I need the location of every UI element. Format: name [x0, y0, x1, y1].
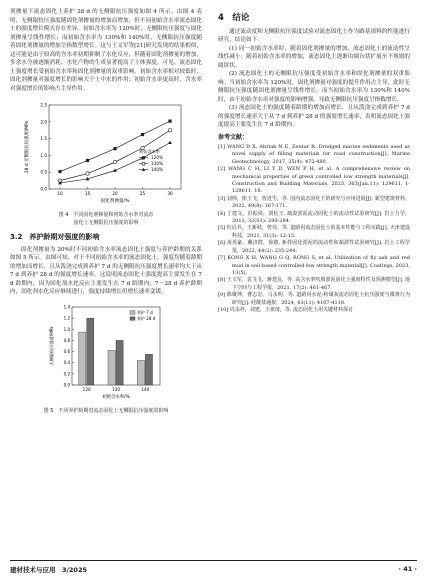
bar [108, 350, 115, 385]
data-point [113, 147, 116, 150]
y-tick-label: 1.4 [63, 304, 70, 309]
x-tick-label: 120 [82, 386, 91, 392]
data-point [86, 172, 89, 175]
y-tick-label: 1.0 [40, 152, 47, 158]
data-point [58, 170, 61, 173]
reference-item: [1] WANG D X, Abriak N E, Zentar R. Dredged marine sediments used as novel supply of filling materials for road construction[J]. Marine Geotechnology, 2017, 35(4): 472-480. [218, 144, 410, 165]
data-point [168, 141, 172, 144]
figure-5 [10, 301, 202, 405]
data-point [113, 160, 116, 163]
reference-item: [3] 刘帅，徐玉飞，詹进生，等. 国内流态固化土的研究与应用进展[J]. 新型建筑材料，2022, 49(8): 167-171. [218, 195, 410, 210]
x-axis-label: 固化剂掺量/% [100, 199, 130, 204]
figure-4-caption-line1: 图 4 不同固化剂掺量和初始含水率对流态 [58, 212, 154, 218]
data-point [168, 120, 171, 123]
x-tick-label: 15 [84, 191, 91, 196]
reference-item: [2] WANG C H, LI Y D, WEN P H, et al. A comprehensive review on mechanical properties of green controlled low strength materials[J]. Construction and Building Materials, 2023, 363(Jan.11): 129611. 1-129611. 18. [218, 166, 410, 195]
bar [87, 318, 94, 385]
figure-4-caption-line2: 固化土无侧限抗压强度的影响 [73, 220, 139, 226]
section-heading-4: 4 结论 [218, 13, 250, 23]
bar [116, 340, 123, 385]
x-tick-label: 25 [139, 191, 146, 196]
y-tick-label: 1.0 [63, 326, 70, 332]
conclusion-item-2: (2) 流态固化土的无侧限抗压强度受初始含水率和固化剂掺量的双重影响。当初始含水率为 120%时，固化剂掺量对强度的提升作用占主导，此时无侧限抗压强度随固化剂掺量呈线性增长。而当初始含水率为 130%和 140%时，由于初始含水率对强度的影响增强，导致无侧限抗压强度呈指数增长。 [218, 71, 410, 103]
y-axis-label: 无侧限抗压强度/MPa [49, 325, 54, 366]
conclusion-item-1: (1) 同一初始含水率时，随着固化剂掺量的增加，流态固化土的流动性呈线性减小；随着初始含水率的增加，流态固化土逐渐由圆台状扩展至不规则的圆饼状。 [218, 45, 410, 69]
figure-4-caption [10, 211, 202, 227]
references-heading: 参考文献： [218, 133, 249, 141]
x-tick-label: 20 [112, 191, 118, 196]
legend-title: 初始含水率 [139, 149, 160, 154]
legend-marker [142, 156, 145, 159]
x-tick-label: 10 [57, 191, 63, 196]
y-tick-label: 0.5 [40, 169, 47, 175]
y-tick-label: 2.0 [40, 119, 47, 125]
plot-frame [49, 105, 181, 189]
x-tick-label: 30 [167, 191, 173, 196]
reference-item: [9] 陈聚坤，曹志宏，马永明，等. 道路用水泥-粉煤灰流态固化土抗压强度与微观行为研究[J]. 硅酸盐通报，2024, 43(11): 4107-4118. [218, 292, 410, 306]
figure-5-caption: 图 5 不同养护龄期对流态固化土无侧限抗压强度的影响 [43, 407, 169, 414]
y-tick-label: 2.5 [40, 102, 47, 108]
right-column [218, 8, 410, 314]
legend-swatch [130, 310, 135, 313]
y-tick-label: 0.4 [63, 359, 70, 365]
left-column [10, 8, 202, 419]
reference-item: [7] KONG X H, WANG G Q, RONG S, et al. Utilization of fly ash and red mud in soil-based controlled low strength material[J]. Coatings, 2023, 13(5). [218, 255, 410, 276]
legend-label: 120% [151, 155, 163, 160]
x-tick-label: 140 [141, 386, 150, 392]
x-tick-label: 130 [112, 386, 120, 392]
data-point [86, 159, 89, 162]
reference-item: [4] 丁建文，洪振舜，刘松玉. 疏浚淤泥流动固化土的流动性试验研究[J]. 岩土力学，2011, 32(S1): 280-284. [218, 210, 410, 225]
bar [145, 354, 152, 385]
y-axis-label: 28 d 无侧限抗压强度/MPa [25, 120, 30, 174]
reference-item: [10] 周永祥，刘建，王祖琦，等. 流态固化土用关键材料探讨 [218, 306, 354, 313]
figure-4-chart [21, 97, 191, 209]
reference-item: [6] 黄英豪，戴济群，徐锴. 新拌固化淤泥的流动性和黏滞性试验研究[J]. 岩土工程学报，2022, 44(2): 235-244. [218, 240, 410, 254]
y-tick-label: 0.2 [63, 370, 70, 376]
y-tick-label: 0.0 [40, 186, 47, 192]
reference-list [218, 144, 410, 314]
section-heading-3-2: 3.2 养护龄期对强度的影响 [10, 233, 100, 241]
bar [137, 360, 144, 385]
figure-5-chart [46, 301, 166, 405]
page-footer [10, 560, 417, 574]
conclusion-intro: 通过流动度和无侧限抗压强度试验对流态固化土作为路基填料的性能进行研究，结论如下： [218, 28, 410, 43]
y-tick-label: 0.6 [63, 348, 70, 354]
legend-label: 130% [151, 161, 163, 166]
data-point [168, 129, 171, 132]
legend-swatch [130, 316, 135, 319]
reference-item: [8] 王文军，袁飞飞，蒋建良，等. 高含水率吹填淤泥固化土强度特性及预测模型[J]. 地下空间与工程学报，2021, 17(2): 461-467. [218, 277, 410, 291]
data-point [141, 133, 144, 136]
y-tick-label: 0.8 [63, 337, 70, 343]
y-tick-label: 1.5 [40, 136, 47, 142]
body-paragraph: 固化剂掺量为 20%时不同初始含水率流态固化土强度与养护龄期的关系如图 5 所示。由图可知，对于不同初始含水率的流态固化土，强度均随着龄期的增加而增长，且从泼浇完成到养护 7 d 的无侧限抗压强度增长速率均大于从 7 d 到养护 28 d 的强度增长速率。这说明流态固化土强度提高主要发生在 7 d 龄期内，因为固化剂水化反应主要发生在 7 d 龄期内；7～28 d 养护龄期内，固化剂水化反应继续进行，强度持续增长但增长速率变缓。 [10, 246, 202, 295]
y-tick-label: 0.0 [63, 382, 70, 387]
reference-item: [5] 杜启兵，王新岐，曾伟，等. 道路用流态固化土的基本性能与工程实践[J]. 天津建设科技，2021, 31(3): 12-15. [218, 225, 410, 239]
legend-label: 养护 7 d [137, 309, 153, 315]
journal-name: 建材技术与应用 3/2025 [10, 566, 87, 574]
body-paragraph: 剂掺量下流态固化土养护 28 d 的无侧限抗压强度如图 4 所示。由图 4 表明，无侧限抗压强度随固化剂掺量的增加而增加，但不同初始含水率流态固化土的强度增长模式存在差异。初始含水率为 120%时，无侧限抗压强度与固化剂掺量呈线性增长；而初始含水率为 130%和 140%时，无侧限抗压强度随着固化剂掺量的增加呈指数型增长。这与王文军等[21]研究发现的结果相似，这可能是由于较高的含水率初期抑制了水化反应，但随着固化剂掺量的增加，多余水分被逐渐消耗，水化产物的生成显著提高了土体强度。可见，流态固化土强度增长受初始含水率和固化剂掺量的双重影响。初始含水率相对较低时，固化剂掺量对强度增长的影响大于土中水的作用；初始含水率更高时，含水率对强度增长的影响占主导作用。 [10, 9, 202, 92]
legend-label: 养护 28 d [137, 315, 156, 321]
conclusion-item-3: (3) 流态固化土的强度随着龄期的增加而增长，且从泼浇完成到养护 7 d 的强度增长速率大于从 7 d 到养护 28 d 的强度增长速率，表明流态固化土强度提高主要发生在 7 d 龄期内。 [218, 105, 410, 128]
x-axis-label: 初始含水率/% [102, 394, 130, 400]
legend-label: 140% [151, 167, 163, 172]
y-tick-label: 1.2 [63, 315, 70, 321]
bar [79, 332, 86, 385]
page-number: · 41 · [398, 565, 417, 573]
legend-marker [142, 162, 145, 165]
figure-4 [10, 97, 202, 209]
